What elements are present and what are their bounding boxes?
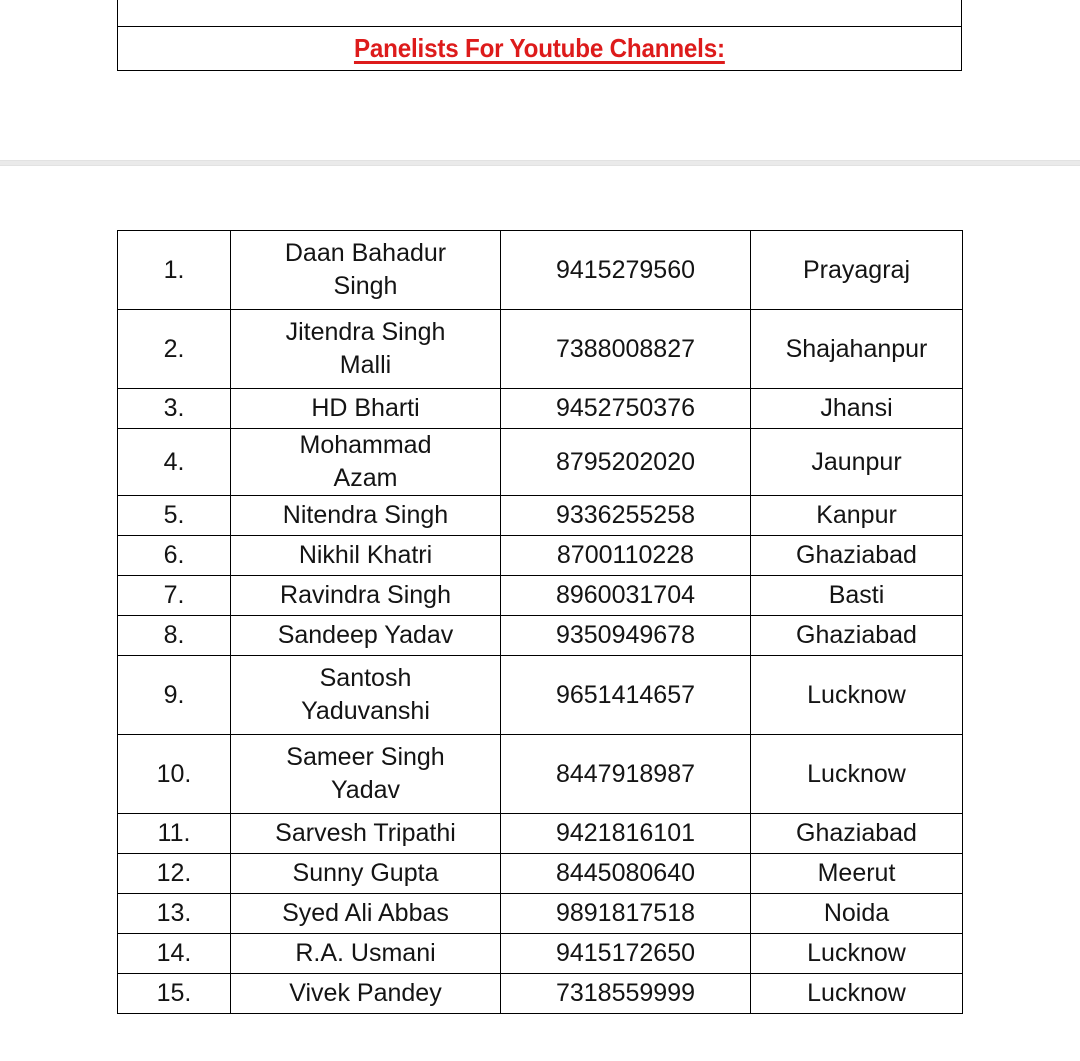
- cell-city: Lucknow: [751, 656, 963, 735]
- cell-phone-number: 9452750376: [501, 389, 751, 429]
- cell-serial-number: 4.: [118, 429, 231, 496]
- cell-panelist-name: [231, 616, 501, 656]
- cell-panelist-name: [231, 576, 501, 616]
- cell-serial-number: 7.: [118, 576, 231, 616]
- cell-city: Ghaziabad: [751, 814, 963, 854]
- cell-phone-number: 7388008827: [501, 310, 751, 389]
- cell-city: Shajahanpur: [751, 310, 963, 389]
- cell-panelist-name-text: Daan Bahadur Singh: [284, 239, 447, 300]
- cell-phone-number: 9336255258: [501, 496, 751, 536]
- cell-city: Basti: [751, 576, 963, 616]
- cell-city: Ghaziabad: [751, 616, 963, 656]
- cell-panelist-name: [231, 536, 501, 576]
- cell-serial-number: 1.: [118, 231, 231, 310]
- cell-panelist-name: [231, 974, 501, 1014]
- cell-panelist-name: [231, 854, 501, 894]
- title-table: [117, 0, 962, 71]
- cell-city: Lucknow: [751, 735, 963, 814]
- table-row: [118, 389, 963, 429]
- cell-panelist-name: [231, 310, 501, 389]
- table-row: [118, 231, 963, 310]
- cell-panelist-name: [231, 735, 501, 814]
- cell-serial-number: 9.: [118, 656, 231, 735]
- cell-panelist-name-text: Sameer Singh Yadav: [286, 743, 445, 804]
- cell-serial-number: 3.: [118, 389, 231, 429]
- panelists-table: [117, 230, 963, 1014]
- cell-phone-number: 8960031704: [501, 576, 751, 616]
- panelists-table-body: [118, 231, 963, 1014]
- table-row: [118, 429, 963, 496]
- cell-city: Ghaziabad: [751, 536, 963, 576]
- page-break-separator: [0, 160, 1080, 166]
- cell-serial-number: 5.: [118, 496, 231, 536]
- cell-city: Meerut: [751, 854, 963, 894]
- table-row: [118, 576, 963, 616]
- cell-city: Kanpur: [751, 496, 963, 536]
- cell-serial-number: 2.: [118, 310, 231, 389]
- cell-phone-number: 7318559999: [501, 974, 751, 1014]
- cell-panelist-name-text: Jitendra Singh Malli: [285, 318, 446, 379]
- cell-panelist-name-text: Mohammad Azam: [299, 431, 432, 492]
- cell-city: Jhansi: [751, 389, 963, 429]
- cell-panelist-name: [231, 429, 501, 496]
- table-row: [118, 894, 963, 934]
- cell-panelist-name-text: Vivek Pandey: [289, 979, 442, 1007]
- cell-city: Lucknow: [751, 934, 963, 974]
- cell-phone-number: 8700110228: [501, 536, 751, 576]
- cell-phone-number: 9415172650: [501, 934, 751, 974]
- cell-panelist-name-text: Sunny Gupta: [292, 859, 439, 887]
- cell-serial-number: 10.: [118, 735, 231, 814]
- cell-phone-number: 9891817518: [501, 894, 751, 934]
- cell-panelist-name-text: R.A. Usmani: [295, 939, 436, 967]
- table-row: [118, 536, 963, 576]
- empty-cell: [118, 0, 962, 27]
- cell-serial-number: 11.: [118, 814, 231, 854]
- title-table-empty-row: [118, 0, 962, 27]
- cell-serial-number: 15.: [118, 974, 231, 1014]
- table-row: [118, 974, 963, 1014]
- title-table-title-row: [118, 27, 962, 71]
- cell-phone-number: 9421816101: [501, 814, 751, 854]
- cell-serial-number: 14.: [118, 934, 231, 974]
- cell-panelist-name: [231, 894, 501, 934]
- cell-panelist-name-text: HD Bharti: [311, 394, 420, 422]
- cell-serial-number: 8.: [118, 616, 231, 656]
- cell-panelist-name: [231, 496, 501, 536]
- cell-phone-number: 9651414657: [501, 656, 751, 735]
- cell-phone-number: 9350949678: [501, 616, 751, 656]
- cell-panelist-name-text: Sandeep Yadav: [277, 621, 454, 649]
- cell-panelist-name-text: Nitendra Singh: [282, 501, 449, 529]
- cell-panelist-name-text: Syed Ali Abbas: [282, 899, 449, 927]
- table-row: [118, 814, 963, 854]
- cell-panelist-name-text: Nikhil Khatri: [298, 541, 433, 569]
- cell-panelist-name: [231, 934, 501, 974]
- cell-phone-number: 8447918987: [501, 735, 751, 814]
- table-row: [118, 616, 963, 656]
- title-table-body: [118, 0, 962, 71]
- cell-phone-number: 8445080640: [501, 854, 751, 894]
- cell-city: Lucknow: [751, 974, 963, 1014]
- table-row: [118, 310, 963, 389]
- cell-panelist-name: [231, 389, 501, 429]
- table-row: [118, 735, 963, 814]
- cell-panelist-name: [231, 656, 501, 735]
- cell-serial-number: 6.: [118, 536, 231, 576]
- cell-panelist-name: [231, 814, 501, 854]
- cell-panelist-name: [231, 231, 501, 310]
- cell-panelist-name-text: Ravindra Singh: [280, 581, 451, 609]
- cell-city: Jaunpur: [751, 429, 963, 496]
- table-row: [118, 496, 963, 536]
- cell-serial-number: 12.: [118, 854, 231, 894]
- table-row: [118, 656, 963, 735]
- cell-serial-number: 13.: [118, 894, 231, 934]
- cell-city: Noida: [751, 894, 963, 934]
- cell-phone-number: 9415279560: [501, 231, 751, 310]
- page-title-cell: [118, 27, 962, 71]
- cell-panelist-name-text: Sarvesh Tripathi: [275, 819, 456, 847]
- table-row: [118, 934, 963, 974]
- cell-city: Prayagraj: [751, 231, 963, 310]
- cell-panelist-name-text: Santosh Yaduvanshi: [301, 664, 430, 725]
- cell-phone-number: 8795202020: [501, 429, 751, 496]
- table-row: [118, 854, 963, 894]
- page-title: Panelists For Youtube Channels:: [354, 33, 725, 63]
